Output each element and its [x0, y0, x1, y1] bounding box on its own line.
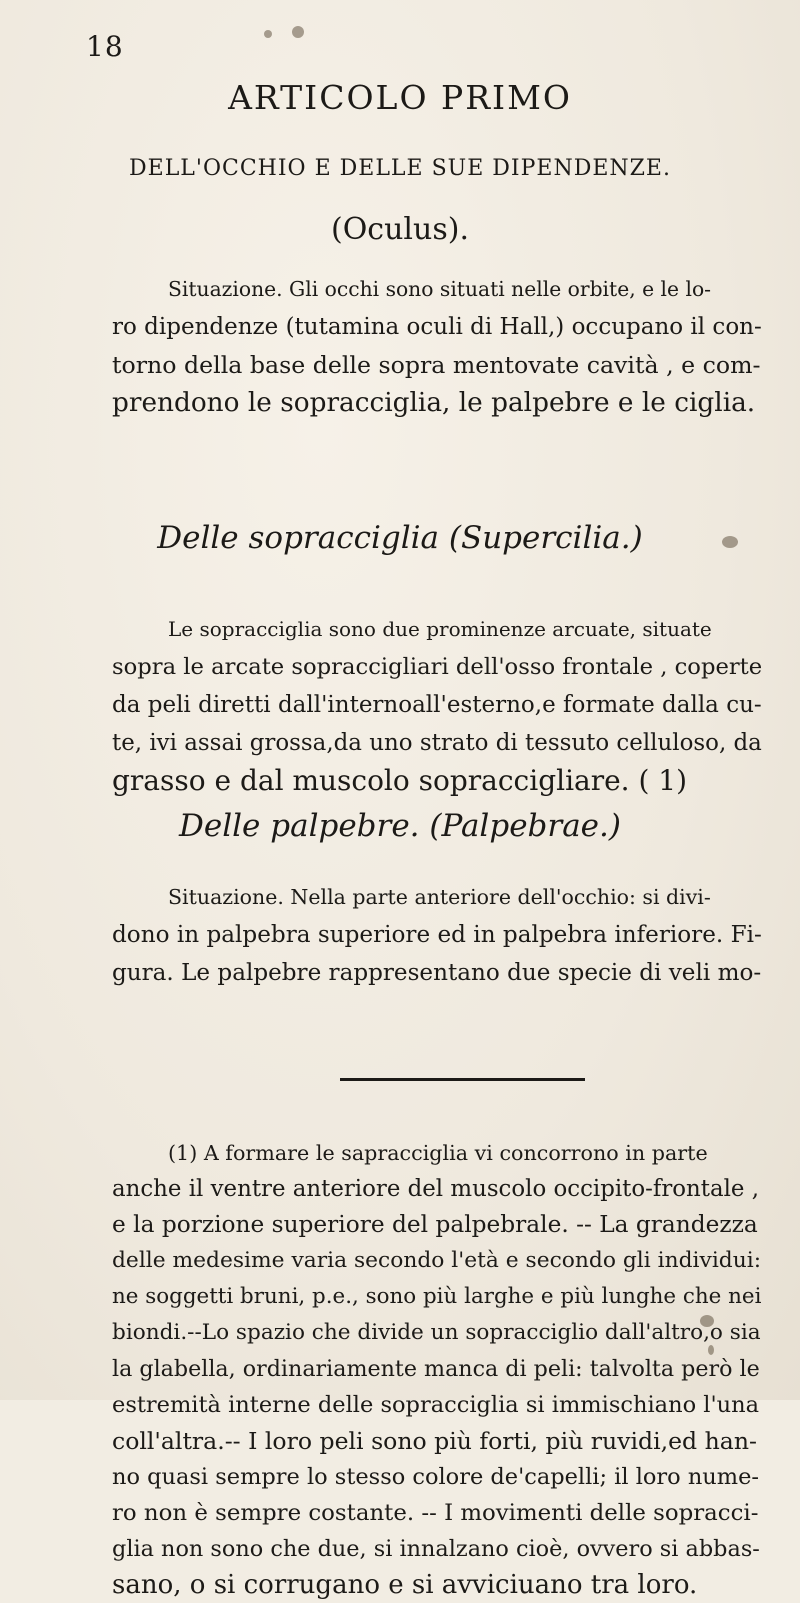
- text-line: prendono le sopracciglia, le palpebre e le ciglia.: [112, 388, 756, 418]
- ink-spot: [700, 1315, 714, 1327]
- section-heading-sopracciglia: Delle sopracciglia (Supercilia.): [157, 520, 643, 556]
- text-line: ro non è sempre costante. -- I movimenti delle sopracci-: [112, 1500, 759, 1526]
- text-line: Situazione. Gli occhi sono situati nelle orbite, e le lo-: [168, 277, 712, 301]
- text-line: torno della base delle sopra mentovate cavità , e com-: [112, 351, 761, 379]
- text-line: e la porzione superiore del palpebrale. -- La grandezza: [112, 1211, 758, 1238]
- article-title: ARTICOLO PRIMO: [228, 78, 572, 117]
- ink-spot: [292, 26, 304, 38]
- text-line: grasso e dal muscolo sopraccigliare. ( 1): [112, 764, 688, 797]
- text-line: anche il ventre anteriore del muscolo occipito-frontale ,: [112, 1176, 759, 1202]
- text-line: biondi.--Lo spazio che divide un sopracciglio dall'altro,o sia: [112, 1320, 761, 1345]
- text-line: ro dipendenze (tutamina oculi di Hall,) occupano il con-: [112, 314, 762, 340]
- text-line: no quasi sempre lo stesso colore de'capelli; il loro nume-: [112, 1464, 759, 1490]
- text-line: la glabella, ordinariamente manca di peli: talvolta però le: [112, 1356, 760, 1382]
- section-heading-palpebre: Delle palpebre. (Palpebrae.): [179, 808, 621, 844]
- text-line: Situazione. Nella parte anteriore dell'occhio: si divi-: [168, 885, 711, 909]
- footnote-divider: [340, 1078, 585, 1081]
- palpebre-paragraph: [112, 878, 762, 992]
- footnote: [112, 1135, 762, 1603]
- text-line: estremità interne delle sopracciglia si immischiano l'una: [112, 1392, 760, 1418]
- text-line: (1) A formare le sapracciglia vi concorrono in parte: [168, 1141, 708, 1165]
- text-line: gura. Le palpebre rappresentano due specie di veli mo-: [112, 960, 762, 986]
- text-line: sano, o si corrugano e si avviciuano tra loro.: [112, 1570, 698, 1600]
- page-number: 18: [86, 30, 124, 63]
- latin-name: (Oculus).: [331, 212, 469, 247]
- ink-spot: [264, 30, 272, 38]
- ink-spot: [708, 1345, 714, 1355]
- sopracciglia-paragraph: [112, 610, 763, 800]
- text-line: delle medesime varia secondo l'età e secondo gli individui:: [112, 1248, 762, 1273]
- ink-spot: [722, 536, 738, 548]
- text-line: da peli diretti dall'internoall'esterno,e formate dalla cu-: [112, 692, 762, 718]
- text-line: dono in palpebra superiore ed in palpebra inferiore. Fi-: [112, 922, 762, 948]
- text-line: Le sopracciglia sono due prominenze arcuate, situate: [168, 617, 712, 641]
- text-line: ne soggetti bruni, p.e., sono più larghe e più lunghe che nei: [112, 1284, 762, 1309]
- article-subtitle: DELL'OCCHIO E DELLE SUE DIPENDENZE.: [129, 156, 671, 181]
- intro-paragraph: [112, 270, 762, 422]
- text-line: coll'altra.-- I loro peli sono più forti, più ruvidi,ed han-: [112, 1427, 757, 1455]
- text-line: sopra le arcate sopraccigliari dell'osso frontale , coperte: [112, 654, 763, 680]
- text-line: te, ivi assai grossa,da uno strato di tessuto celluloso, da: [112, 730, 762, 756]
- text-line: glia non sono che due, si innalzano cioè, ovvero si abbas-: [112, 1536, 760, 1562]
